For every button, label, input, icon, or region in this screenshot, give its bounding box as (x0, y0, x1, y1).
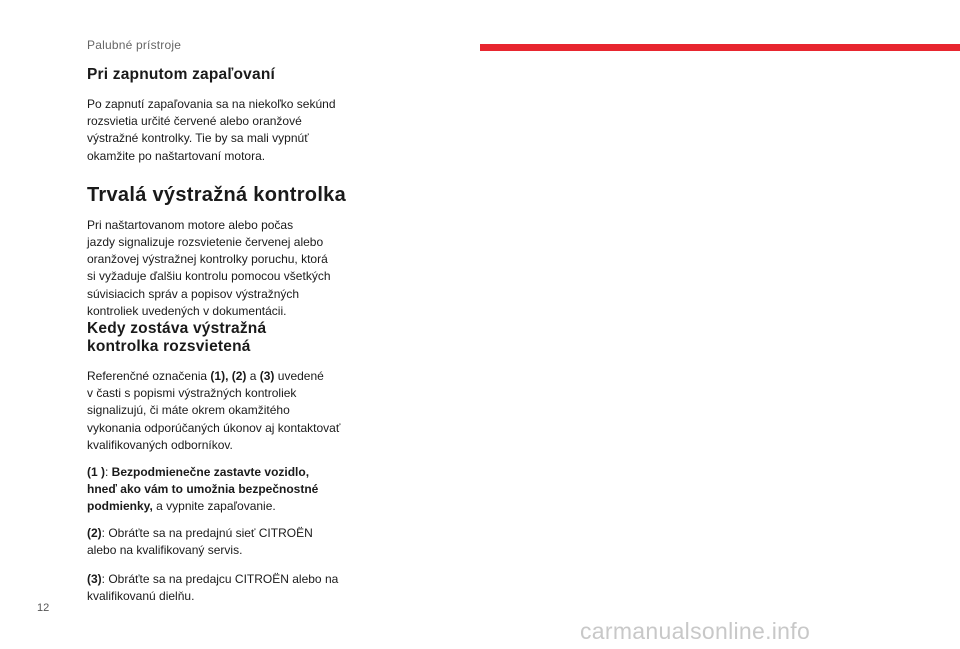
section3-intro-paragraph: Referenčné označenia (1), (2) a (3) uvedené v časti s popismi výstražných kontroliek signalizujú, či máte okrem okamžitého vykonania odporúčaných úkonov aj kontaktovať kvalifikovaných odborníkov. (87, 369, 341, 452)
item3-paragraph: (3): Obráťte sa na predajcu CITROËN alebo na kvalifikovanú dielňu. (87, 572, 339, 604)
section1-paragraph: Po zapnutí zapaľovania sa na niekoľko sekúnd rozsvietia určité červené alebo oranžové výstražné kontrolky. Tie by sa mali vypnúť okamžite po naštartovaní motora. (87, 97, 336, 163)
page-number: 12 (37, 602, 50, 614)
section2-paragraph: Pri naštartovanom motore alebo počas jazdy signalizuje rozsvietenie červenej alebo oranžovej výstražnej kontrolky poruchu, ktorá si vyžaduje ďalšiu kontrolu pomocou všetkých súvisiacich správ a popisov výstražných kontroliek uvedených v dokumentácii. (87, 217, 331, 318)
section-header-title: Palubné prístroje (87, 38, 182, 52)
header-accent-bar (480, 44, 960, 51)
section3-heading: Kedy zostáva výstražná kontrolka rozsvietená (87, 320, 267, 356)
item1-paragraph: (1 ): Bezpodmienečne zastavte vozidlo, hneď ako vám to umožnia bezpečnostné podmienky, a vypnite zapaľovanie. (87, 465, 319, 514)
content-column (87, 66, 357, 605)
item2-paragraph: (2): Obráťte sa na predajnú sieť CITROËN alebo na kvalifikovaný servis. (87, 525, 313, 557)
watermark-text: carmanualsonline.info (580, 618, 811, 644)
section2-heading: Trvalá výstražná kontrolka (87, 183, 347, 206)
section1-heading: Pri zapnutom zapaľovaní (87, 66, 275, 83)
